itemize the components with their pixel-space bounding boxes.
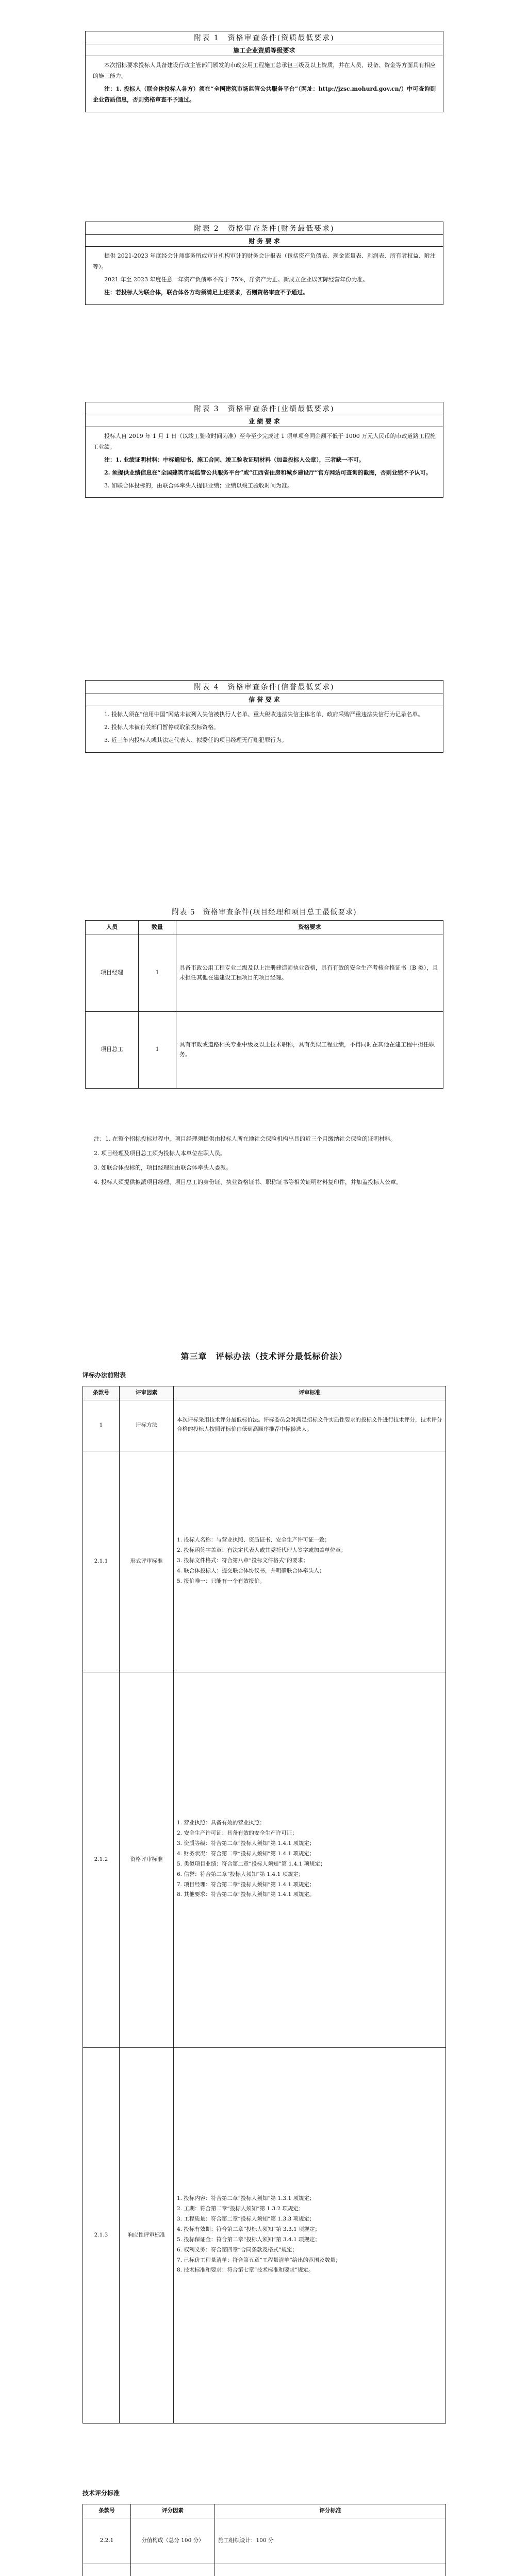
table-cell: 2.1.3	[83, 2047, 120, 2423]
std-line: 5. 报价唯一：只能有一个有效报价。	[177, 1578, 265, 1584]
table-row	[86, 935, 443, 1011]
table-header-row	[83, 1386, 446, 1400]
table-row	[83, 2047, 446, 2423]
std-line: 1. 投标内容：符合第二章“投标人须知”第 1.3.1 项规定；	[177, 2195, 315, 2202]
table-row	[83, 2564, 446, 2576]
table-row	[83, 1672, 446, 2047]
table-header-cell: 评分因素	[131, 2504, 215, 2518]
table-header-cell: 评审标准	[174, 1386, 446, 1400]
appendix-3-paragraph: 投标人自 2019 年 1 月 1 日（以竣工验收时间为准）至今至少完成过 1 项单项合同金额不低于 1000 万元人民币的市政道路工程施工业绩。	[93, 433, 436, 450]
appendix-5-table	[85, 920, 443, 1089]
appendix-4-paragraph: 2. 投标人未被有关部门暂停或取消投标资格。	[104, 723, 219, 731]
std-line: 1. 投标人名称：与营业执照、资质证书、安全生产许可证一致；	[177, 1537, 330, 1544]
std-line: 1. 营业执照：具备有效的营业执照；	[177, 1820, 265, 1826]
appendix-2-paragraph: 注：若投标人为联合体，联合体各方均须满足上述要求，否则资格审查不予通过。	[104, 289, 308, 296]
table-cell	[174, 1400, 446, 1451]
std-line: 3. 工程质量：符合第二章“投标人须知”第 1.3.3 项规定；	[177, 2216, 315, 2223]
table-header-row	[86, 921, 443, 935]
std-line: 3. 投标文件格式：符合第八章“投标文件格式”的要求；	[177, 1557, 309, 1564]
std-line: 5. 投标保证金：符合第二章“投标人须知”第 3.4.1 项规定；	[177, 2236, 320, 2243]
appendix-5-title: 附表 5 资格审查条件(项目经理和项目总工最低要求)	[172, 908, 357, 917]
table-cell: 形式评审标准	[120, 1451, 174, 1672]
appendix-1-paragraph: 注：1. 投标人（联合体投标人各方）须在“全国建筑市场监管公共服务平台”（网址：http://jzsc.mohurd.gov.cn/）中可查询到企业资质信息，否则资格审查不予通过。	[93, 85, 436, 103]
table-cell	[174, 2047, 446, 2423]
std-line: 2. 投标函签字盖章：有法定代表人或其委托代理人签字或加盖单位章；	[177, 1547, 346, 1554]
table-cell: 1	[83, 1400, 120, 1451]
table-header-cell: 条款号	[83, 2504, 131, 2518]
appendix-3-paragraph: 2. 须提供业绩信息在“全国建筑市场监管公共服务平台”或“江西省住房和城乡建设厅”官方网站可查询的截图，否则业绩不予认可。	[104, 469, 432, 476]
std-line: 4. 投标有效期：符合第二章“投标人须知”第 3.3.1 项规定；	[177, 2226, 320, 2232]
std-line: 6. 信誉：符合第二章“投标人须知”第 1.4.1 项规定；	[177, 1871, 304, 1877]
note-paragraph: 注：1. 在整个招标投标过程中，项目经理须提供由投标人所在地社会保险机构出具的近三个月缴纳社会保险的证明材料。	[94, 1136, 396, 1142]
appendix-2-subtitle: 财 务 要 求	[86, 235, 443, 247]
appendix-3-title: 附表 3 资格审查条件(业绩最低要求)	[86, 402, 443, 415]
table-cell: 具有市政或道路相关专业中级及以上技术职称，具有类似工程业绩，不得同时在其他在建工程中担任职务。	[176, 1011, 443, 1088]
std-line: 4. 联合体投标人：提交联合体协议书，并明确联合体牵头人；	[177, 1567, 325, 1574]
appendix-3-body	[86, 427, 443, 497]
table-row	[83, 2518, 446, 2564]
table-row	[83, 1451, 446, 1672]
std-line: 8. 技术标准和要求：符合第七章“技术标准和要求”规定。	[177, 2267, 314, 2274]
appendix-2-paragraph: 提供 2021-2023 年度经会计师事务所或审计机构审计的财务会计报表（包括资产负债表、现金流量表、利润表、所有者权益、附注等）。	[93, 252, 436, 270]
appendix-4-body	[86, 705, 443, 752]
table-cell: 2.1.2	[83, 1672, 120, 2047]
table-cell: 项目总工	[86, 1011, 139, 1088]
table-header-cell: 评审因素	[120, 1386, 174, 1400]
table-cell	[131, 2564, 215, 2576]
appendix-4-paragraph: 1. 投标人须在“信用中国”网站未被列入失信被执行人名单、重大税收违法失信主体名单、政府采购严重违法失信行为记录名单。	[104, 711, 424, 718]
table-cell	[174, 1451, 446, 1672]
appendix-1-subtitle: 施工企业资质等级要求	[86, 44, 443, 56]
table-row	[83, 1400, 446, 1451]
note-paragraph: 3. 如联合体投标的，项目经理须由联合体牵头人委派。	[94, 1164, 232, 1171]
std-line: 7. 项目经理：符合第二章“投标人须知”第 1.4.1 项规定；	[177, 1881, 315, 1888]
score-table-title: 技术评分标准	[82, 2489, 120, 2497]
std-line: 5. 类似项目业绩：符合第二章“投标人须知”第 1.4.1 项规定；	[177, 1860, 326, 1867]
note-paragraph: 2. 项目经理及项目总工须为投标人本单位在职人员。	[94, 1150, 226, 1157]
std-line: 3. 资质等级：符合第二章“投标人须知”第 1.4.1 项规定；	[177, 1840, 315, 1847]
table-cell: 项目经理	[86, 935, 139, 1011]
table-cell	[83, 2564, 131, 2576]
std-line: 8. 其他要求：符合第二章“投标人须知”第 1.4.1 项规定。	[177, 1891, 315, 1898]
table-cell: 2.2.1	[83, 2518, 131, 2564]
table-cell: 1	[139, 935, 176, 1011]
eval-table-title: 评标办法前附表	[82, 1371, 126, 1379]
appendix-3-subtitle: 业 绩 要 求	[86, 415, 443, 427]
appendix-2-body	[86, 247, 443, 304]
eval-table	[82, 1386, 446, 2424]
std-line: 2. 工期：符合第二章“投标人须知”第 1.3.2 项规定；	[177, 2206, 304, 2212]
appendix-1-paragraph: 本次招标要求投标人具备建设行政主管部门颁发的市政公用工程施工总承包三级及以上资质，并在人员、设备、资金等方面具有相应的施工能力。	[93, 62, 436, 79]
appendix-2-paragraph: 2021 年至 2023 年度任意一年资产负债率不高于 75%，净资产为正。新成立企业以实际经营年份为准。	[104, 276, 369, 283]
table-header-row	[83, 2504, 446, 2518]
score-table	[82, 2504, 446, 2576]
appendix-1-body	[86, 56, 443, 112]
table-cell: 分值构成（总分 100 分）	[131, 2518, 215, 2564]
note-paragraph: 4. 投标人须提供拟派项目经理、项目总工的身份证、执业资格证书、职称证书等相关证明材料复印件，并加盖投标人公章。	[94, 1179, 402, 1185]
std-line: 6. 权利义务：符合第四章“合同条款及格式”规定；	[177, 2246, 298, 2253]
table-header-cell: 人员	[86, 921, 139, 935]
std-line: 本次评标采用技术评分最低标价法。评标委员会对满足招标文件实质性要求的投标文件进行技术评分，技术评分合格的投标人按照评标价由低到高顺序推荐中标候选人。	[177, 1417, 442, 1432]
table-cell: 施工组织设计：100 分	[215, 2518, 446, 2564]
table-cell: 评标方法	[120, 1400, 174, 1451]
notes-section	[82, 1133, 443, 1191]
std-line: 2. 安全生产许可证：具备有效的安全生产许可证；	[177, 1830, 298, 1837]
appendix-4-paragraph: 3. 近三年内投标人或其法定代表人、拟委任的项目经理无行贿犯罪行为。	[104, 736, 287, 743]
appendix-1-title: 附表 1 资格审查条件(资质最低要求)	[86, 31, 443, 44]
appendix-2	[85, 222, 443, 305]
appendix-1	[85, 31, 443, 112]
appendix-3	[85, 402, 443, 498]
appendix-3-paragraph: 注：1. 业绩证明材料：中标通知书、施工合同、竣工验收证明材料（加盖投标人公章），三者缺一不可。	[104, 456, 365, 463]
table-header-cell: 数量	[139, 921, 176, 935]
table-cell: 资格评审标准	[120, 1672, 174, 2047]
std-line: 4. 财务状况：符合第二章“投标人须知”第 1.4.1 项规定；	[177, 1851, 315, 1857]
appendix-4-title: 附表 4 资格审查条件(信誉最低要求)	[86, 681, 443, 693]
appendix-5	[85, 907, 443, 1089]
table-cell: 响应性评审标准	[120, 2047, 174, 2423]
table-header-cell: 资格要求	[176, 921, 443, 935]
table-header-cell: 条款号	[83, 1386, 120, 1400]
std-line: 7. 已标价工程量清单：符合第五章“工程量清单”给出的范围及数量；	[177, 2257, 341, 2263]
appendix-2-title: 附表 2 资格审查条件(财务最低要求)	[86, 222, 443, 235]
table-cell	[174, 1672, 446, 2047]
table-cell: 1	[139, 1011, 176, 1088]
table-row	[86, 1011, 443, 1088]
table-cell: 2.1.1	[83, 1451, 120, 1672]
appendix-4-subtitle: 信 誉 要 求	[86, 693, 443, 705]
table-cell: 具备市政公用工程专业二级及以上注册建造师执业资格，具有有效的安全生产考核合格证书（B 类），且未担任其他在建建设工程项目的项目经理。	[176, 935, 443, 1011]
table-header-cell: 评分标准	[215, 2504, 446, 2518]
table-cell	[215, 2564, 446, 2576]
appendix-3-paragraph: 3. 如联合体投标的，由联合体牵头人提供业绩；业绩以竣工验收时间为准。	[104, 482, 293, 489]
chapter-heading: 第三章 评标办法（技术评分最低标价法）	[180, 1351, 348, 1361]
appendix-4	[85, 680, 443, 753]
